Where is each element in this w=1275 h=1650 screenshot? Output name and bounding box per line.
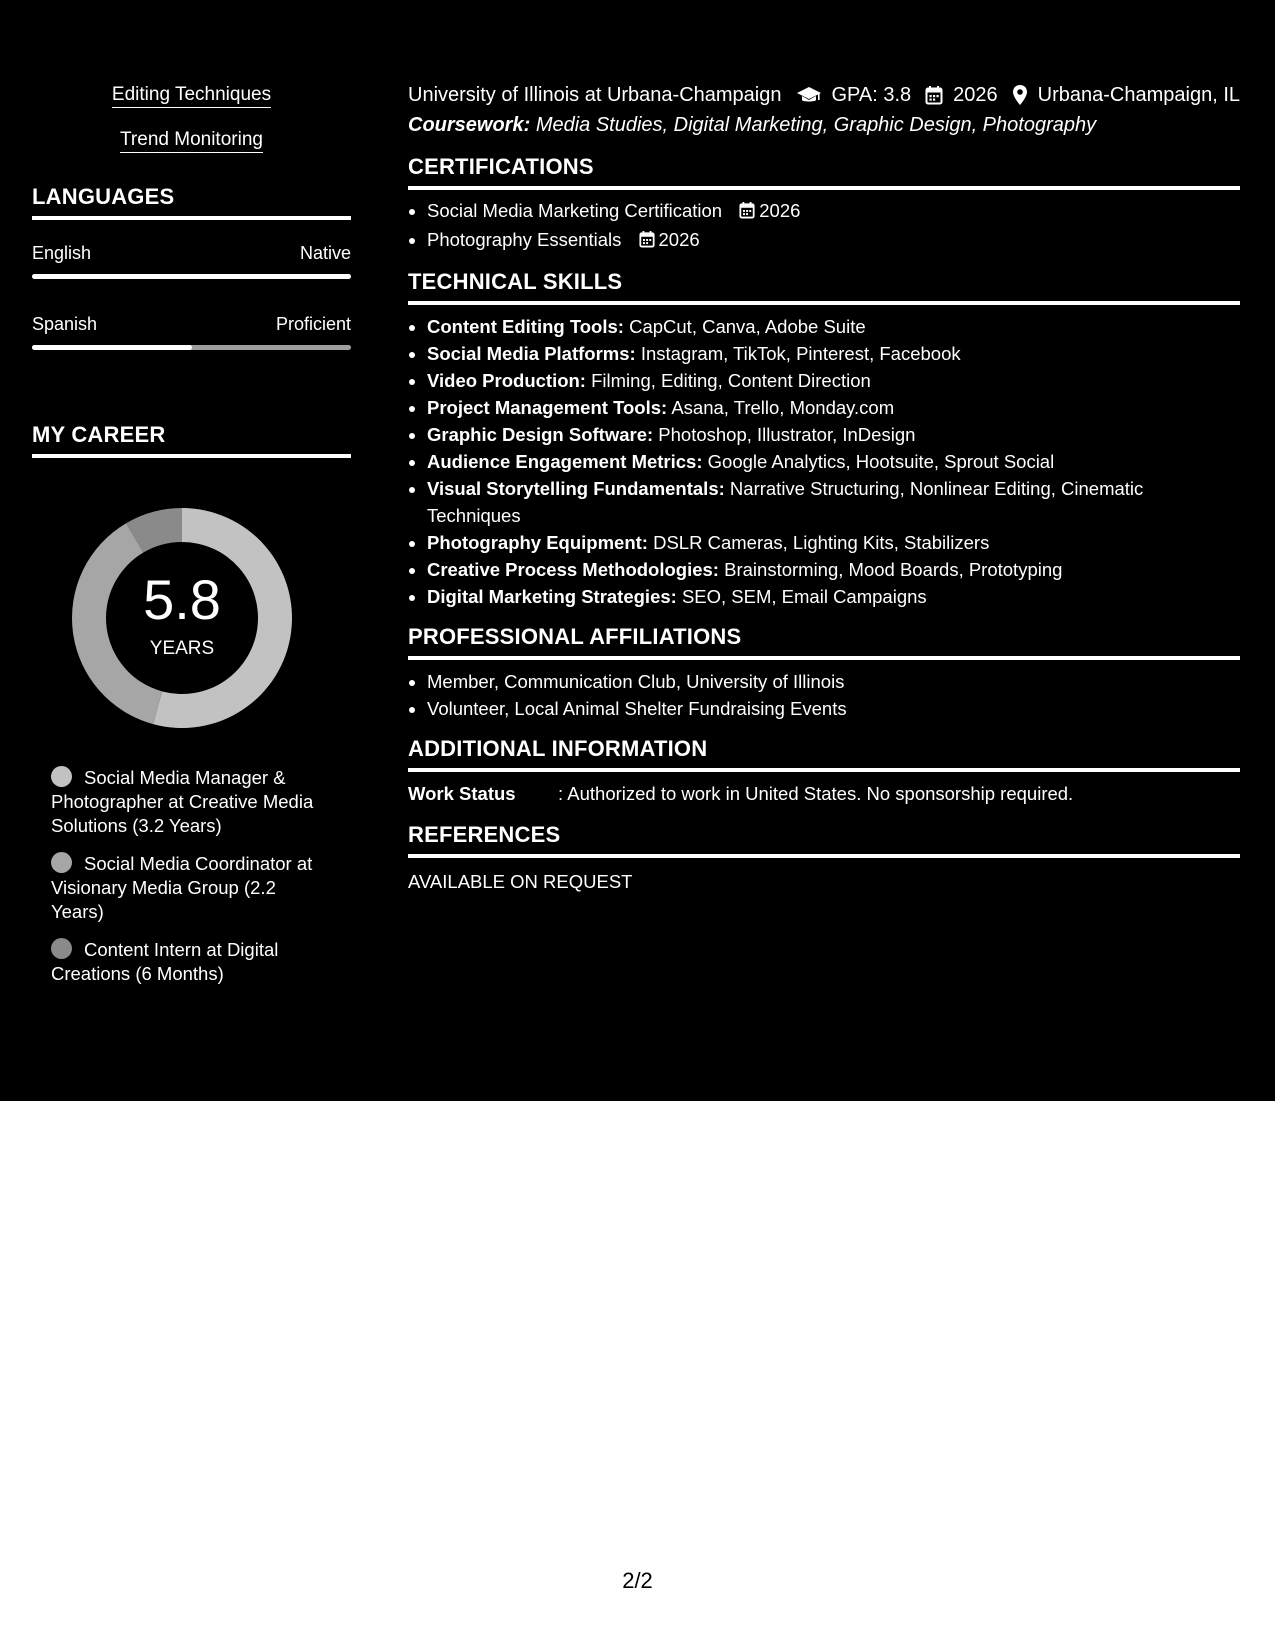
language-item <box>32 242 351 279</box>
certification-year: 2026 <box>658 229 700 250</box>
skill-link[interactable] <box>32 129 351 174</box>
skill-label: Audience Engagement Metrics: <box>427 451 703 472</box>
career-section <box>32 422 351 986</box>
career-donut-center <box>66 502 298 734</box>
certification-name: Social Media Marketing Certification <box>427 200 723 221</box>
legend-dot-icon <box>51 852 72 873</box>
skill-label: Video Production: <box>427 370 586 391</box>
references-heading: REFERENCES <box>408 822 561 847</box>
section-divider <box>32 216 351 220</box>
languages-heading: LANGUAGES <box>32 184 175 209</box>
career-total-years: 5.8 <box>143 568 221 631</box>
skill-item <box>427 367 1240 394</box>
certifications-section <box>408 154 1240 255</box>
skill-label: Project Management Tools: <box>427 397 668 418</box>
skill-link[interactable] <box>32 84 351 129</box>
legend-dot-icon <box>51 938 72 959</box>
skill-label: Visual Storytelling Fundamentals: <box>427 478 725 499</box>
technical-skills-heading: TECHNICAL SKILLS <box>408 269 623 294</box>
skill-value: Google Analytics, Hootsuite, Sprout Social <box>707 451 1055 472</box>
skill-value: SEO, SEM, Email Campaigns <box>681 586 927 607</box>
language-name: English <box>32 243 92 263</box>
skill-link-label[interactable]: Editing Techniques <box>112 84 271 108</box>
skill-value: Brainstorming, Mood Boards, Prototyping <box>724 559 1063 580</box>
skill-value: Asana, Trello, Monday.com <box>671 397 895 418</box>
skill-item <box>427 475 1240 529</box>
certification-name: Photography Essentials <box>427 229 622 250</box>
section-divider <box>408 301 1240 305</box>
language-name: Spanish <box>32 314 98 334</box>
technical-skills-section <box>408 269 1240 610</box>
language-level: Native <box>299 243 351 263</box>
gpa: GPA: 3.8 <box>831 84 912 106</box>
affiliations-heading: PROFESSIONAL AFFILIATIONS <box>408 624 742 649</box>
certifications-heading: CERTIFICATIONS <box>408 154 594 179</box>
career-total-unit: YEARS <box>149 638 215 659</box>
affiliations-section <box>408 624 1240 722</box>
work-status-label: Work Status <box>408 783 516 804</box>
calendar-icon <box>639 228 655 255</box>
skill-value: CapCut, Canva, Adobe Suite <box>629 316 866 337</box>
coursework-list: Media Studies, Digital Marketing, Graphic Design, Photography <box>535 114 1097 136</box>
career-legend <box>32 766 351 986</box>
location-pin-icon <box>1012 84 1028 106</box>
calendar-icon <box>925 85 943 105</box>
section-divider <box>408 656 1240 660</box>
certifications-list <box>408 197 1240 255</box>
additional-info-section <box>408 736 1240 806</box>
affiliation-item: • Volunteer, Local Animal Shelter Fundraising Events <box>427 695 1240 722</box>
skill-value: Photoshop, Illustrator, InDesign <box>658 424 916 445</box>
left-column <box>32 84 351 1000</box>
skill-item <box>427 340 1240 367</box>
language-bar <box>32 345 351 350</box>
work-status-row <box>408 782 1240 806</box>
career-legend-text: Social Media Coordinator at Visionary Media Group (2.2 Years) <box>51 853 313 922</box>
affiliation-item: • Member, Communication Club, University of Illinois <box>427 668 1240 695</box>
career-donut-chart <box>66 502 298 734</box>
section-divider <box>408 854 1240 858</box>
section-divider <box>32 454 351 458</box>
graduation-year: 2026 <box>953 84 998 106</box>
skill-item <box>427 421 1240 448</box>
skill-value: Filming, Editing, Content Direction <box>591 370 871 391</box>
skill-label: Graphic Design Software: <box>427 424 654 445</box>
education-line <box>408 82 1240 108</box>
career-legend-item <box>51 938 331 986</box>
school-location: Urbana-Champaign, IL <box>1037 84 1241 106</box>
section-divider <box>408 768 1240 772</box>
school-name: University of Illinois at Urbana-Champaign <box>408 84 782 106</box>
skill-item <box>427 583 1240 610</box>
languages-section <box>32 184 351 350</box>
career-legend-text: Content Intern at Digital Creations (6 Months) <box>51 939 279 984</box>
section-divider <box>408 186 1240 190</box>
career-legend-item <box>51 766 331 838</box>
affiliations-list <box>408 668 1240 722</box>
references-section <box>408 822 1240 894</box>
skill-item <box>427 394 1240 421</box>
skill-value: Instagram, TikTok, Pinterest, Facebook <box>640 343 961 364</box>
right-column <box>408 82 1240 894</box>
language-item <box>32 313 351 350</box>
language-level: Proficient <box>275 314 351 334</box>
language-bar <box>32 274 351 279</box>
graduation-cap-icon <box>796 85 822 105</box>
skill-link-label[interactable]: Trend Monitoring <box>120 129 263 153</box>
language-bar-fill <box>32 274 351 279</box>
career-heading: MY CAREER <box>32 422 166 447</box>
skill-label: Creative Process Methodologies: <box>427 559 719 580</box>
references-text: AVAILABLE ON REQUEST <box>408 871 633 892</box>
coursework <box>408 112 1240 138</box>
skill-value: Narrative Structuring, Nonlinear Editing, Cinematic Techniques <box>427 478 1144 526</box>
skill-item <box>427 448 1240 475</box>
legend-dot-icon <box>51 766 72 787</box>
skill-label: Digital Marketing Strategies: <box>427 586 677 607</box>
skill-label: Content Editing Tools: <box>427 316 624 337</box>
technical-skills-list <box>408 313 1240 610</box>
calendar-icon <box>739 199 755 226</box>
skill-item <box>427 529 1240 556</box>
language-bar-fill <box>32 345 192 350</box>
skill-item <box>427 313 1240 340</box>
certification-year: 2026 <box>759 200 801 221</box>
certification-item <box>427 226 1240 255</box>
career-legend-text: Social Media Manager & Photographer at Creative Media Solutions (3.2 Years) <box>51 767 314 836</box>
skill-value: DSLR Cameras, Lighting Kits, Stabilizers <box>653 532 990 553</box>
skill-item <box>427 556 1240 583</box>
work-status-value: : Authorized to work in United States. No sponsorship required. <box>558 783 1074 804</box>
additional-info-heading: ADDITIONAL INFORMATION <box>408 736 708 761</box>
certification-item <box>427 197 1240 226</box>
skill-label: Social Media Platforms: <box>427 343 636 364</box>
skill-label: Photography Equipment: <box>427 532 648 553</box>
career-legend-item <box>51 852 331 924</box>
coursework-label: Coursework: <box>408 114 531 136</box>
page-number: 2/2 <box>622 1568 653 1593</box>
